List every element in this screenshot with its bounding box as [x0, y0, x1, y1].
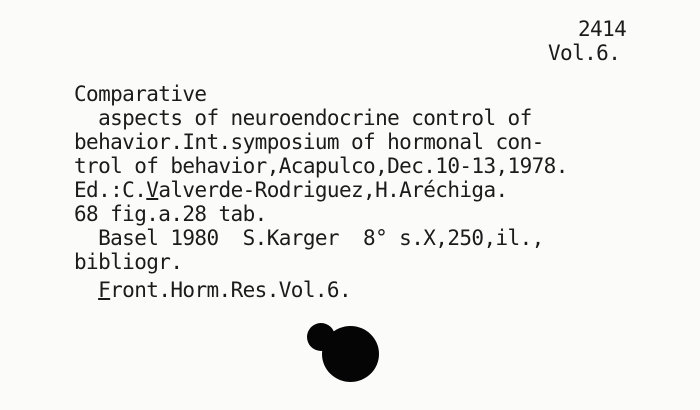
- editors-prefix: Ed.:C.: [74, 178, 147, 202]
- figures-line: 68 fig.a.28 tab.: [74, 202, 267, 226]
- punch-hole-edge: [307, 323, 335, 351]
- series-prefix: [74, 278, 98, 302]
- series-line: [74, 278, 351, 302]
- editors-underlined-letter: V: [146, 178, 159, 202]
- title-line-1: aspects of neuroendocrine control of: [74, 106, 532, 130]
- editors-line: [74, 178, 508, 202]
- imprint-line: Basel 1980 S.Karger 8° s.X,250,il.,: [74, 226, 544, 250]
- title-heading: Comparative: [74, 82, 207, 106]
- volume-label: Vol.6.: [548, 41, 621, 65]
- title-line-2: behavior.Int.symposium of hormonal con-: [74, 130, 544, 154]
- series-underlined-letter: F: [98, 278, 111, 302]
- series-rest: ront.Horm.Res.Vol.6.: [110, 278, 352, 302]
- editors-rest: alverde-Rodriguez,H.Aréchiga.: [158, 178, 508, 202]
- bibliography-line: bibliogr.: [74, 250, 183, 274]
- title-line-3: trol of behavior,Acapulco,Dec.10-13,1978.: [74, 154, 568, 178]
- call-number: 2414: [578, 17, 627, 41]
